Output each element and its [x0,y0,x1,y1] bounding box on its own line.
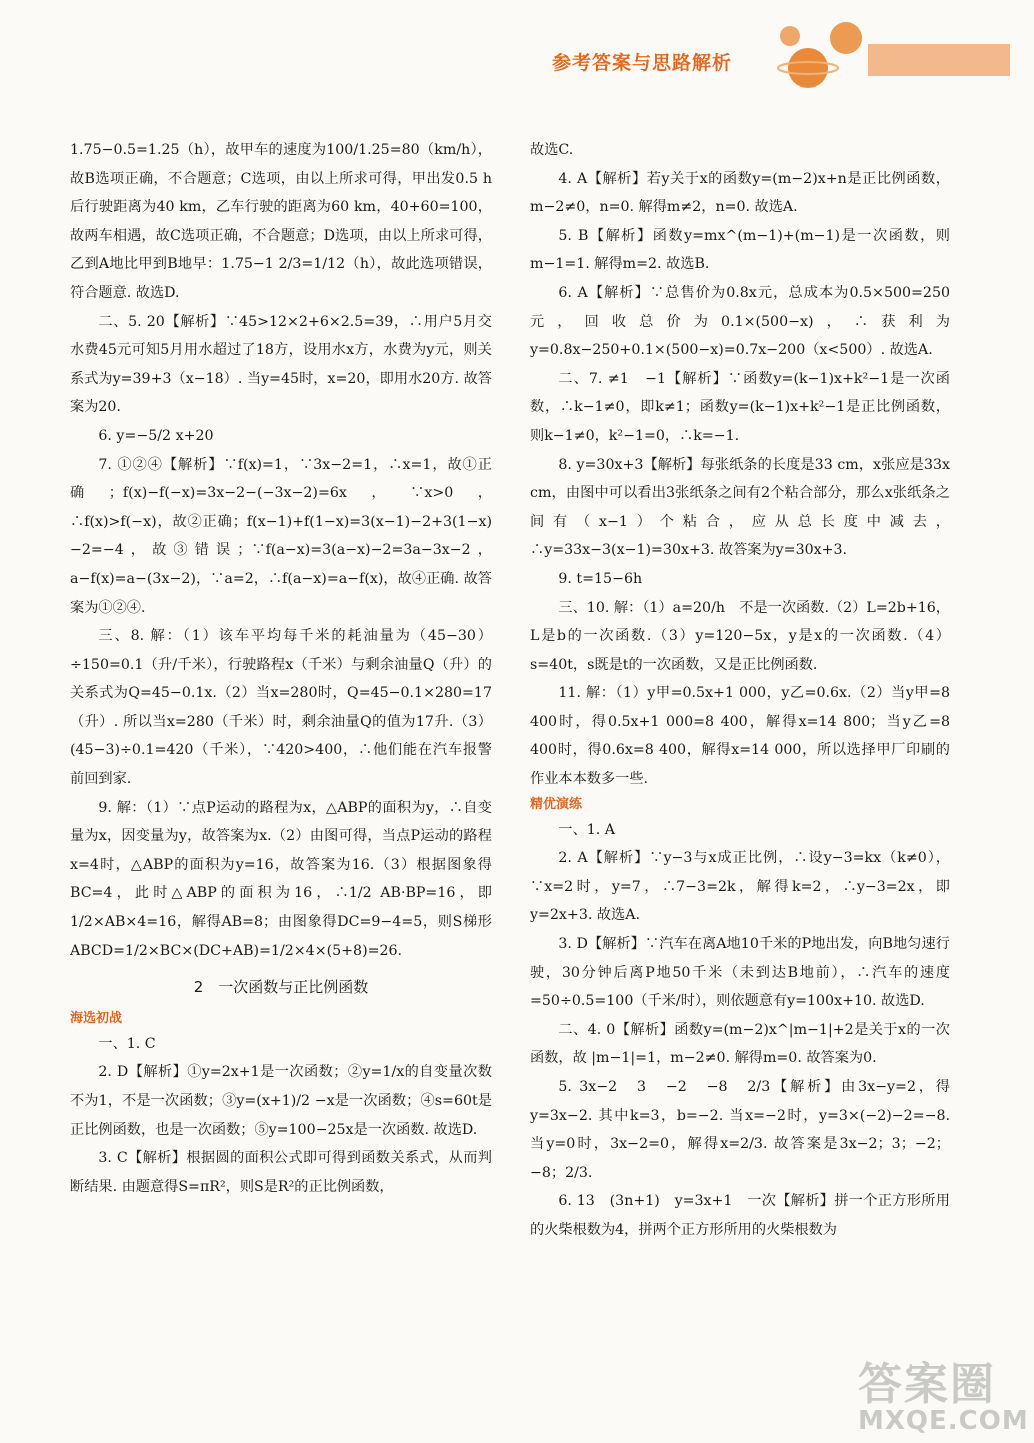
answer-paragraph: 二、7. ≠1 −1【解析】∵函数y=(k−1)x+k²−1是一次函数，∴k−1≠0，即k≠1；函数y=(k−1)x+k²−1是正比例函数，则k−1≠0，k²−1=0，∴k=−1. [530,370,950,444]
page-header-title: 参考答案与思路解析 [552,52,733,74]
answer-paragraph: 9. 解：（1）∵点P运动的路程为x，△ABP的面积为y，∴自变量为x，因变量为y，故答案为x.（2）由图可得，当点P运动的路程x=4时，△ABP的面积为y=16，故答案为16.（3）根据图象得BC=4，此时△ABP的面积为16，∴1/2 AB·BP=16，即1/2×AB×4=16，解得AB=8；由图象得DC=9−4=5，则S梯形ABCD=1/2×BC×(DC+AB)=1/2×4×(5+8)=26. [70,799,492,959]
answer-paragraph: 一、1. C [98,1035,156,1052]
answer-paragraph: 3. D【解析】∵汽车在离A地10千米的P地出发，向B地匀速行驶，30分钟后离P地50千米（未到达B地前），∴汽车的速度=50÷0.5=100（千米/时），则依题意有y=100x+10. 故选D. [530,936,950,1010]
sub-heading-jingyou: 精优演练 [530,796,583,812]
right-column [530,136,950,1245]
answer-paragraph: 8. y=30x+3【解析】每张纸条的长度是33 cm，x张应是33x cm，由图中可以看出3张纸条之间有2个粘合部分，那么x张纸条之间有（x−1）个粘合，应从总长度中减去，∴y=33x−3(x−1)=30x+3. 故答案为y=30x+3. [530,456,950,559]
sub-heading-haixuan: 海选初战 [70,1010,123,1026]
answer-paragraph: 6. y=−5/2 x+20 [98,427,214,444]
planet-large [788,48,828,88]
answer-paragraph: 故选C. [530,142,574,158]
answer-paragraph: 4. A【解析】若y关于x的函数y=(m−2)x+n是正比例函数，m−2≠0，n=0. 解得m≠2，n=0. 故选A. [530,170,950,216]
answer-paragraph: 二、4. 0【解析】函数y=(m−2)x^|m−1|+2是关于x的一次函数，故 |m−1|=1，m−2≠0. 解得m=0. 故答案为0. [530,1021,950,1067]
section-title: 2 一次函数与正比例函数 [193,978,369,997]
planets-decoration [768,16,878,96]
planet-small [780,26,800,46]
answer-paragraph: 一、1. A [558,821,616,838]
answer-paragraph: 5. 3x−2 3 −2 −8 2/3【解析】由3x−y=2，得y=3x−2. 其中k=3，b=−2. 当x=−2时，y=3×(−2)−2=−8. 当y=0时，3x−2=0，解得x=2/3. 故答案是3x−2；3；−2；−8；2/3. [530,1079,950,1181]
watermark-url: MXQE.COM [858,1406,1029,1436]
answer-paragraph: 3. C【解析】根据圆的面积公式即可得到函数关系式，从而判断结果. 由题意得S=πR²，则S是R²的正比例函数， [70,1150,492,1195]
left-column [70,136,492,1201]
answer-paragraph: 6. 13 (3n+1) y=3x+1 一次【解析】拼一个正方形所用的火柴根数为4，拼两个正方形所用的火柴根数为 [530,1193,950,1238]
answer-paragraph: 5. B【解析】函数y=mx^(m−1)+(m−1)是一次函数，则m−1=1. 解得m=2. 故选B. [530,227,950,273]
answer-paragraph: 2. A【解析】∵y−3与x成正比例，∴设y−3=kx（k≠0），∵x=2时，y=7，∴7−3=2k，解得k=2，∴y−3=2x，即y=2x+3. 故选A. [530,850,950,924]
answer-paragraph: 三、10. 解：（1）a=20/h 不是一次函数.（2）L=2b+16，L是b的一次函数.（3）y=120−5x，y是x的一次函数.（4）s=40t，s既是t的一次函数，又是正比例函数. [530,599,950,673]
watermark-logo-text: 答案圈 [858,1359,996,1410]
answer-paragraph: 9. t=15−6h [558,570,643,587]
answer-paragraph: 6. A【解析】∵总售价为0.8x元，总成本为0.5×500=250元，回收总价为0.1×(500−x)，∴获利为y=0.8x−250+0.1×(500−x)=0.7x−200（x<500）. 故选A. [530,284,950,359]
watermark [858,1348,1029,1436]
answer-paragraph: 二、5. 20【解析】∵45>12×2+6×2.5=39，∴用户5月交水费45元可知5月用水超过了18方，设用水x方，水费为y元，则关系式为y=39+3（x−18）. 当y=45时，x=20，即用水20方. 故答案为20. [70,313,492,416]
header-color-bar [868,44,1010,76]
answer-paragraph: 2. D【解析】①y=2x+1是一次函数；②y=1/x的自变量次数不为1，不是一次函数；③y=(x+1)/2 −x是一次函数；④s=60t是正比例函数，也是一次函数；⑤y=100−25x是一次函数. 故选D. [70,1064,492,1138]
planet-medium [830,22,862,54]
answer-paragraph: 7. ①②④【解析】∵f(x)=1，∵3x−2=1，∴x=1，故①正确；f(x)−f(−x)=3x−2−(−3x−2)=6x，∵x>0，∴f(x)>f(−x)，故②正确；f(x−1)+f(1−x)=3(x−1)−2+3(1−x)−2=−4，故③错误；∵f(a−x)=3(a−x)−2=3a−3x−2，a−f(x)=a−(3x−2)，∵a=2，∴f(a−x)=a−f(x)，故④正确. 故答案为①②④. [70,456,492,616]
answer-paragraph: 11. 解：（1）y甲=0.5x+1 000，y乙=0.6x.（2）当y甲=8 400时，得0.5x+1 000=8 400，解得x=14 800；当y乙=8 400时，得0.6x=8 400，解得x=14 000，所以选择甲厂印刷的作业本本数多一些. [530,685,950,788]
answer-paragraph: 1.75−0.5=1.25（h），故甲车的速度为100/1.25=80（km/h），故B选项正确，不合题意；C选项，由以上所求可得，甲出发0.5 h后行驶距离为40 km，乙车行驶的距离为60 km，40+60=100，故两车相遇，故C选项正确，不合题意；D选项，由以上所求可得，乙到A地比甲到B地早：1.75−1 2/3=1/12（h），故此选项错误，符合题意. 故选D. [70,142,492,301]
answer-paragraph: 三、8. 解：（1）该车平均每千米的耗油量为（45−30）÷150=0.1（升/千米），行驶路程x（千米）与剩余油量Q（升）的关系式为Q=45−0.1x.（2）当x=280时，Q=45−0.1×280=17（升）. 所以当x=280（千米）时，剩余油量Q的值为17升.（3）(45−3)÷0.1=420（千米），∵420>400，∴他们能在汽车报警前回到家. [70,628,492,788]
